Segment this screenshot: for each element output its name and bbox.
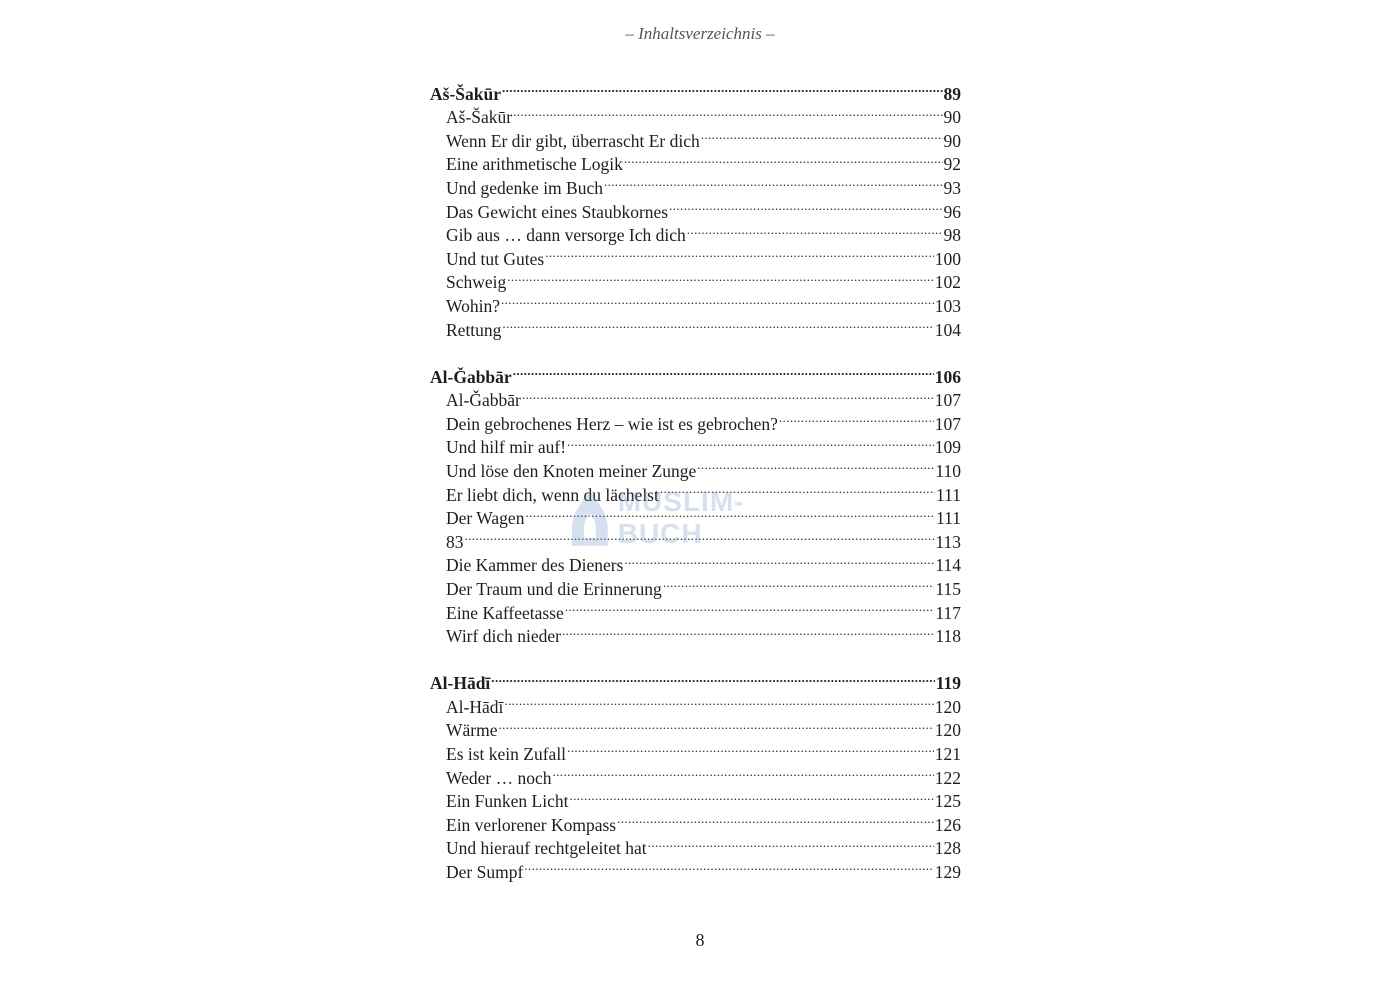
toc-entry-title: Ein verlorener Kompass xyxy=(446,814,617,835)
toc-entry-title: Wohin? xyxy=(446,295,500,316)
toc-section-heading xyxy=(430,359,961,387)
toc-entry xyxy=(430,736,961,765)
dot-leader xyxy=(553,760,934,784)
toc-entry-page: 126 xyxy=(934,814,961,835)
toc-entry-title: Er liebt dich, wenn du lächelst xyxy=(446,484,659,505)
toc-entry-title: Al-Ǧabbār xyxy=(430,366,512,387)
toc-entry xyxy=(430,713,961,741)
toc-entry-page: 100 xyxy=(934,248,961,269)
toc-entry-page: 111 xyxy=(936,508,961,529)
running-head: – Inhaltsverzeichnis – xyxy=(625,24,775,43)
toc-entry-page: 115 xyxy=(935,578,961,599)
toc-entry-title: Wärme xyxy=(446,720,498,741)
toc-entry-title: Gib aus … dann versorge Ich dich xyxy=(446,225,686,246)
dot-leader xyxy=(567,736,934,760)
toc-entry-title: Al-Hādī xyxy=(446,696,504,717)
toc-entry-title: Aš-Šakūr xyxy=(446,107,513,128)
dot-leader xyxy=(507,265,933,289)
toc-entry-page: 118 xyxy=(935,626,961,647)
toc-entry-title: Eine arithmetische Logik xyxy=(446,154,623,175)
toc-entry-page: 89 xyxy=(943,83,961,104)
dot-leader xyxy=(501,288,934,312)
toc-entry-page: 114 xyxy=(935,555,961,576)
toc-entry-page: 117 xyxy=(935,602,961,623)
dot-leader xyxy=(502,312,933,336)
dot-leader xyxy=(701,123,943,147)
toc-entry-page: 103 xyxy=(934,295,961,316)
dot-leader xyxy=(624,147,943,171)
toc-entry-page: 111 xyxy=(936,484,961,505)
watermark-text: MUSLIM-BUCH xyxy=(617,486,745,549)
dot-leader xyxy=(545,241,934,265)
toc-entry-page: 107 xyxy=(934,390,961,411)
toc-entry xyxy=(430,312,961,340)
dot-leader xyxy=(697,453,934,477)
toc-entry-title: Wenn Er dir gibt, überrascht Er dich xyxy=(446,130,700,151)
toc-entry-title: Es ist kein Zufall xyxy=(446,744,567,765)
dot-leader xyxy=(624,548,934,572)
toc-entry-title: Schweig xyxy=(446,272,507,293)
toc-entry xyxy=(430,288,961,316)
dot-leader xyxy=(525,501,935,525)
toc-entry-title: Die Kammer des Dieners xyxy=(446,555,624,576)
toc-entry-title: Dein gebrochenes Herz – wie ist es gebrochen? xyxy=(446,413,778,434)
toc-section-heading xyxy=(430,666,961,694)
toc-entry xyxy=(430,100,961,128)
toc-entry-title: Rettung xyxy=(446,319,502,340)
dot-leader xyxy=(465,524,935,548)
toc-entry-page: 90 xyxy=(943,130,961,151)
toc-entry-page: 120 xyxy=(934,720,961,741)
toc-entry-page: 93 xyxy=(943,177,961,198)
toc-entry-title: Und hilf mir auf! xyxy=(446,437,567,458)
toc-entry-title: Al-Hādī xyxy=(430,673,491,694)
toc-entry-page: 110 xyxy=(935,461,961,481)
table-of-contents xyxy=(430,76,961,902)
dot-leader xyxy=(660,477,935,501)
toc-entry-page: 90 xyxy=(943,107,961,128)
toc-entry-title: Und löse den Knoten meiner Zunge xyxy=(446,461,697,481)
toc-entry-title: Der Wagen xyxy=(446,508,525,529)
toc-entry-page: 129 xyxy=(934,862,961,882)
dot-leader xyxy=(524,854,933,878)
toc-entry-title: Und tut Gutes xyxy=(446,248,545,269)
dot-leader xyxy=(565,595,935,619)
toc-entry-page: 128 xyxy=(934,838,961,859)
toc-entry-title: Und gedenke im Buch xyxy=(446,177,603,198)
page-number: 8 xyxy=(695,930,705,950)
toc-entry-title: Der Sumpf xyxy=(446,862,524,882)
toc-entry-page: 98 xyxy=(943,225,961,246)
toc-entry xyxy=(430,265,961,293)
toc-section xyxy=(430,666,961,882)
dot-leader xyxy=(491,666,934,690)
toc-entry-title: Al-Ǧabbār xyxy=(446,390,521,411)
dot-leader xyxy=(669,194,942,218)
toc-entry xyxy=(430,689,961,717)
dot-leader xyxy=(562,619,934,643)
dot-leader xyxy=(522,383,934,407)
dot-leader xyxy=(617,807,934,831)
toc-entry-page: 96 xyxy=(943,201,961,222)
dot-leader xyxy=(648,831,934,855)
toc-entry-page: 107 xyxy=(934,413,961,434)
toc-entry-title: Wirf dich nieder xyxy=(446,626,561,647)
toc-entry-title: Eine Kaffeetasse xyxy=(446,602,564,623)
dot-leader xyxy=(569,784,933,808)
toc-section-heading xyxy=(430,76,961,104)
toc-entry-title: Der Traum und die Erinnerung xyxy=(446,578,662,599)
toc-section xyxy=(430,359,961,647)
dot-leader xyxy=(504,689,933,713)
dot-leader xyxy=(513,100,942,124)
toc-entry xyxy=(430,548,961,576)
toc-entry-page: 104 xyxy=(934,319,961,340)
toc-entry-page: 113 xyxy=(935,531,961,552)
dot-leader xyxy=(499,713,934,737)
toc-entry-page: 106 xyxy=(934,366,961,387)
toc-entry-title: Aš-Šakūr xyxy=(430,83,501,104)
dot-leader xyxy=(604,170,943,194)
toc-entry-title: Weder … noch xyxy=(446,767,552,788)
toc-section xyxy=(430,76,961,340)
toc-entry-title: Ein Funken Licht xyxy=(446,791,569,812)
toc-entry-title: Und hierauf rechtgeleitet hat xyxy=(446,838,647,859)
dot-leader xyxy=(687,218,943,242)
toc-entry-page: 109 xyxy=(934,437,961,458)
dot-leader xyxy=(779,406,934,430)
toc-entry-page: 120 xyxy=(934,696,961,717)
toc-entry-page: 121 xyxy=(934,744,961,765)
toc-entry-title: Das Gewicht eines Staubkornes xyxy=(446,201,669,222)
toc-entry-title: 83 xyxy=(446,531,464,552)
toc-entry-page: 92 xyxy=(943,154,961,175)
dot-leader xyxy=(567,430,934,454)
toc-entry-page: 125 xyxy=(934,791,961,812)
toc-entry-page: 102 xyxy=(934,272,961,293)
toc-entry xyxy=(430,524,961,552)
toc-entry-page: 122 xyxy=(934,767,961,788)
dot-leader xyxy=(513,359,934,383)
dot-leader xyxy=(663,571,935,595)
toc-entry-page: 119 xyxy=(935,673,961,694)
dot-leader xyxy=(502,76,943,100)
